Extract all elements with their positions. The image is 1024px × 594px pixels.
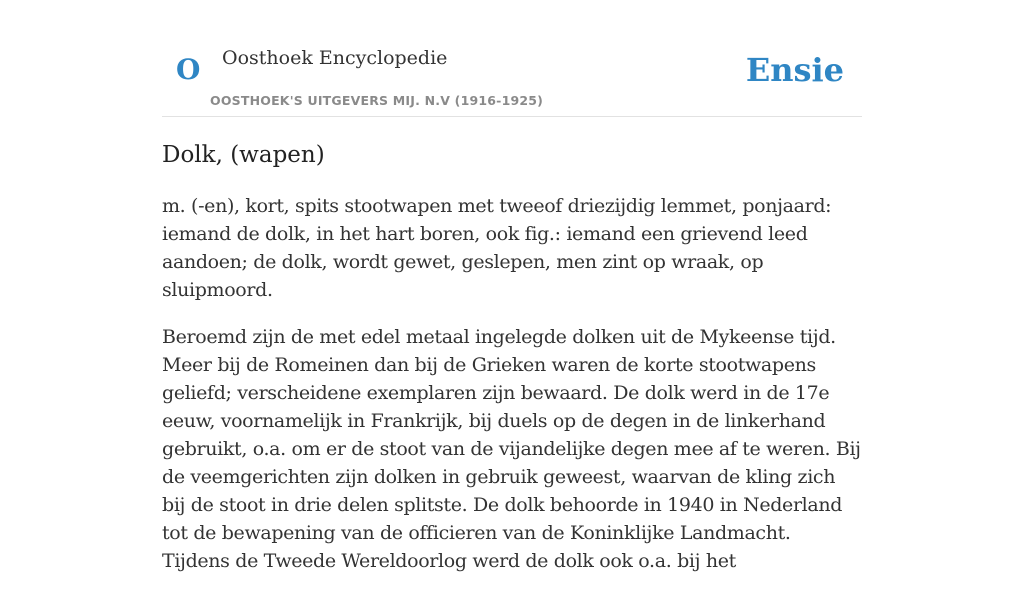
source-header bbox=[162, 0, 862, 117]
article-title: Dolk, (wapen) bbox=[162, 142, 325, 168]
article-paragraph: Beroemd zijn de met edel metaal ingelegde dolken uit de Mykeense tijd. Meer bij de Romeinen dan bij de Grieken waren de korte stootwapens geliefd; verscheidene exemplaren zijn bewaard. De dolk werd in de 17e eeuw, voornamelijk in Frankrijk, bij duels op de degen in de linkerhand gebruikt, o.a. om er de stoot van de vijandelijke degen mee af te weren. Bij de veemgerichten zijn dolken in gebruik geweest, waarvan de kling zich bij de stoot in drie delen splitste. De dolk behoorde in 1940 in Nederland tot de bewapening van de officieren van de Koninklijke Landmacht. Tijdens de Tweede Wereldoorlog werd de dolk ook o.a. bij het bbox=[162, 326, 861, 572]
source-title[interactable]: Oosthoek Encyclopedie bbox=[222, 47, 448, 69]
source-subtitle: OOSTHOEK'S UITGEVERS MIJ. N.V (1916-1925) bbox=[210, 93, 544, 108]
article-paragraph: m. (-en), kort, spits stootwapen met tweeof driezijdig lemmet, ponjaard: iemand de dolk, in het hart boren, ook fig.: iemand een grievend leed aandoen; de dolk, wordt gewet, geslepen, men zint op wraak, op sluipmoord. bbox=[162, 195, 832, 301]
brand-logo-link[interactable]: Ensie bbox=[745, 51, 844, 89]
article-body bbox=[162, 192, 862, 594]
source-logo-icon: O bbox=[176, 53, 201, 86]
